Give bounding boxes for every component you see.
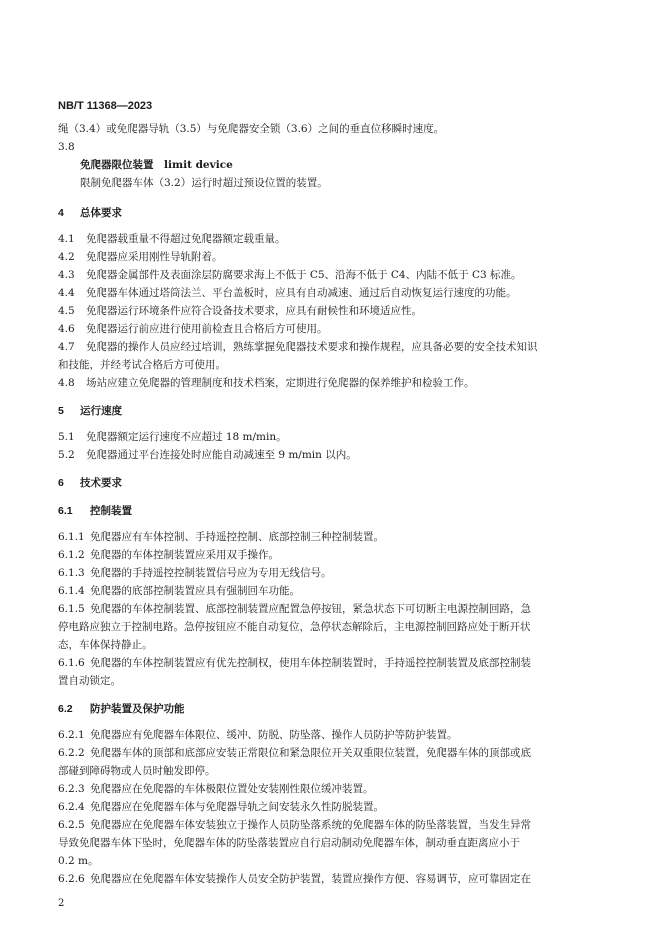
clause-continuation: 部碰到障碍物或人员时触发即停。	[58, 765, 216, 777]
page-number: 2	[58, 898, 65, 909]
clause: 4.3 免爬器金属部件及表面涂层防腐要求海上不低于 C5、沿海不低于 C4、内陆不低于 C3 标准。	[58, 269, 522, 281]
clause: 4.2 免爬器应采用刚性导轨附着。	[58, 251, 223, 263]
clause: 6.1.6 免爬器的车体控制装置应有优先控制权，使用车体控制装置时，手持遥控控制装置及底部控制装	[58, 657, 531, 669]
standard-header: NB/T 11368—2023	[58, 100, 153, 112]
clause: 5.2 免爬器通过平台连接处时应能自动减速至 9 m/min 以内。	[58, 449, 357, 461]
clause: 6.2.4 免爬器应在免爬器车体与免爬器导轨之间安装永久性防脱装置。	[58, 801, 384, 813]
clause: 6.1.1 免爬器应有车体控制、手持遥控控制、底部控制三种控制装置。	[58, 531, 384, 543]
clause-continuation: 态，车体保持静止。	[58, 639, 153, 651]
clause: 4.4 免爬器车体通过塔筒法兰、平台盖板时，应具有自动减速、通过后自动恢复运行速度的功能。	[58, 287, 517, 299]
clause: 6.2.6 免爬器应在免爬器车体安装操作人员安全防护装置，装置应操作方便、容易调节，应可靠固定在	[58, 873, 531, 885]
clause: 6.2.5 免爬器应在免爬器车体安装独立于操作人员防坠落系统的免爬器车体的防坠落装置，当发生异常	[58, 819, 531, 831]
clause: 4.5 免爬器运行环境条件应符合设备技术要求，应具有耐候性和环境适应性。	[58, 305, 422, 317]
clause: 6.1.3 免爬器的手持遥控控制装置信号应为专用无线信号。	[58, 567, 332, 579]
clause: 6.1.4 免爬器的底部控制装置应具有强制回车功能。	[58, 585, 300, 597]
clause-continuation: 0.2 m。	[58, 855, 99, 867]
clause: 4.8 场站应建立免爬器的管理制度和技术档案，定期进行免爬器的保养维护和检验工作。	[58, 377, 475, 389]
section-4-heading: 4 总体要求	[58, 207, 122, 219]
clause: 6.1.2 免爬器的车体控制装置应采用双手操作。	[58, 549, 279, 561]
section-5-heading: 5 运行速度	[58, 405, 122, 417]
clause: 6.1.5 免爬器的车体控制装置、底部控制装置应配置急停按钮，紧急状态下可切断主电源控制回路，急	[58, 603, 531, 615]
clause: 6.2.3 免爬器应在免爬器的车体极限位置处安装刚性限位缓冲装置。	[58, 783, 374, 795]
clause-continuation: 和技能，并经考试合格后方可使用。	[58, 359, 226, 371]
clause: 4.1 免爬器载重量不得超过免爬器额定载重量。	[58, 233, 286, 245]
clause: 6.2.2 免爬器车体的顶部和底部应安装正常限位和紧急限位开关双重限位装置，免爬器车体的顶部或底	[58, 747, 531, 759]
clause: 4.7 免爬器的操作人员应经过培训，熟练掌握免爬器技术要求和操作规程，应具备必要的安全技术知识	[58, 341, 538, 353]
section-6-2-heading: 6.2 防护装置及保护功能	[58, 703, 185, 715]
clause: 6.2.1 免爬器应有免爬器车体限位、缓冲、防脱、防坠落、操作人员防护等防护装置。	[58, 729, 458, 741]
clause-continuation: 置自动锁定。	[58, 675, 121, 687]
def-text: 限制免爬器车体（3.2）运行时超过预设位置的装置。	[80, 177, 328, 189]
section-6-1-heading: 6.1 控制装置	[58, 505, 132, 517]
section-6-heading: 6 技术要求	[58, 477, 122, 489]
clause: 4.6 免爬器运行前应进行使用前检查且合格后方可使用。	[58, 323, 328, 335]
def-number: 3.8	[58, 141, 75, 153]
continuation-text: 绳（3.4）或免爬器导轨（3.5）与免爬器安全锁（3.6）之间的垂直位移瞬时速度。	[58, 123, 445, 135]
clause: 5.1 免爬器额定运行速度不应超过 18 m/min。	[58, 431, 287, 443]
def-term: 免爬器限位装置 limit device	[80, 159, 233, 171]
clause-continuation: 导致免爬器车体下坠时，免爬器车体的防坠落装置应自行启动制动免爬器车体，制动垂直距离应小于	[58, 837, 520, 849]
clause-continuation: 停电路应独立于控制电路。急停按钮应不能自动复位，急停状态解除后，主电源控制回路应处于断开状	[58, 621, 531, 633]
